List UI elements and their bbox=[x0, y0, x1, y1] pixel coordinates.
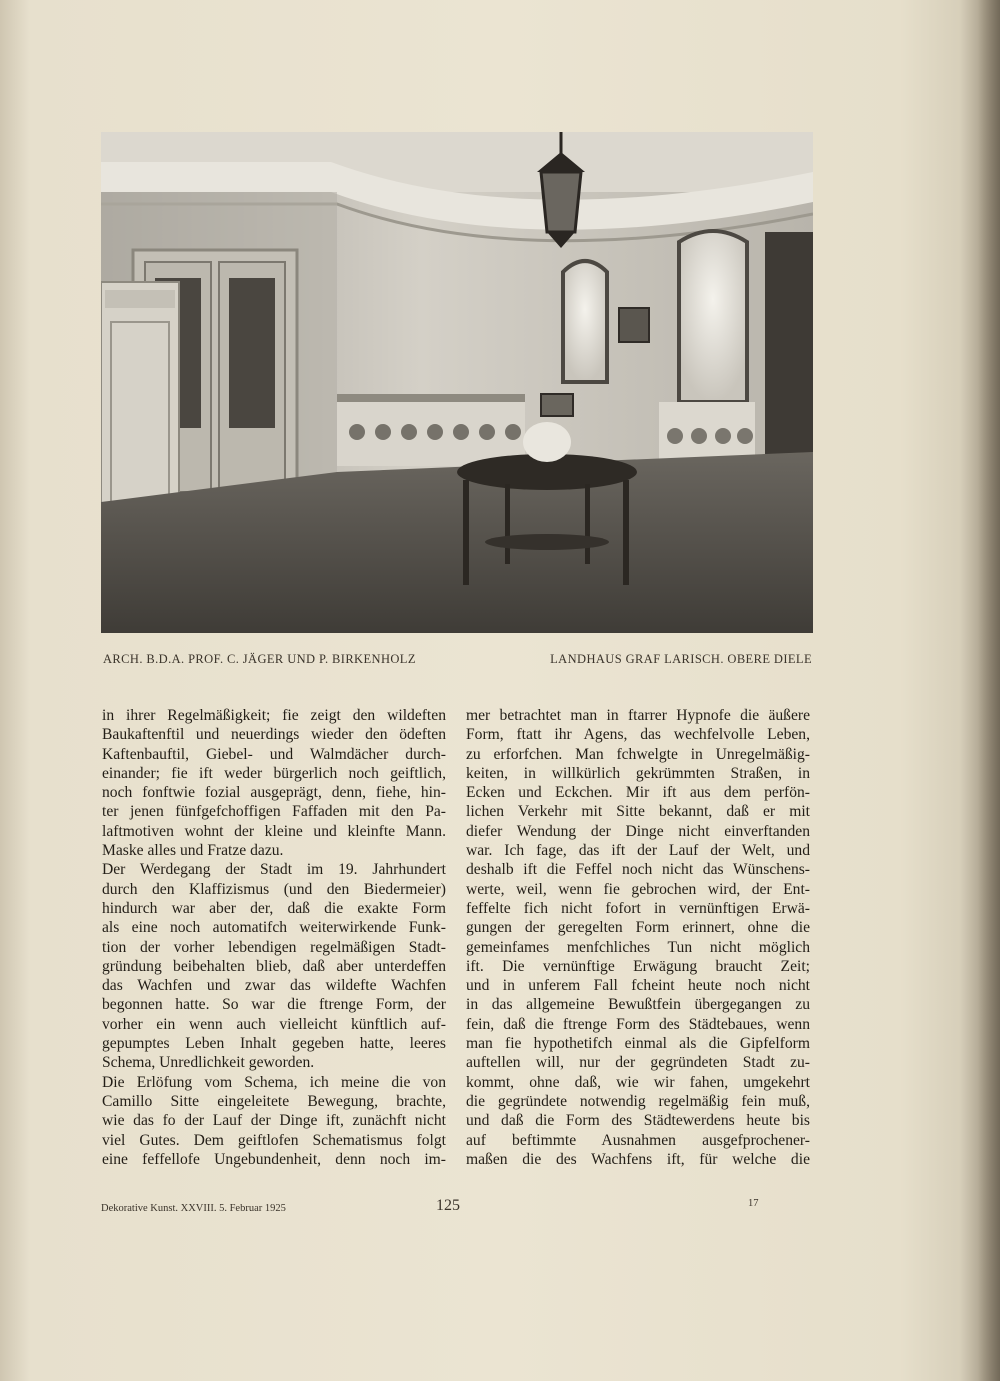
text-line: laftmotiven wohnt der kleine und kleinfte Mann. bbox=[102, 822, 446, 840]
text-line: tion der vorher lebendigen regelmäßigen Stadt- bbox=[102, 938, 446, 956]
text-line: begonnen hatte. So war die ftrenge Form, der bbox=[102, 996, 446, 1014]
text-line: gungen der geregelten Form erinnert, ohne die bbox=[466, 919, 810, 937]
text-line: ter jenen fünfgefchoffigen Faffaden mit den Pa- bbox=[102, 803, 446, 821]
text-line: in ihrer Regelmäßigkeit; fie zeigt den wildeften bbox=[102, 707, 446, 724]
text-line: maßen die des Wachfens ift, für welche die bbox=[466, 1150, 810, 1168]
text-line: wie das fo der Lauf der Dinge ift, zunächft nicht bbox=[102, 1112, 446, 1130]
journal-reference: Dekorative Kunst. XXVIII. 5. Februar 1925 bbox=[101, 1203, 286, 1214]
text-line: Der Werdegang der Stadt im 19. Jahrhundert bbox=[102, 861, 446, 879]
text-line: gründung beibehalten blieb, daß aber unterdeffen bbox=[102, 957, 446, 975]
text-line: zu erforfchen. Man fchwelgte in Unregelmäßig- bbox=[466, 745, 810, 763]
photo-title: LANDHAUS GRAF LARISCH. OBERE DIELE bbox=[550, 652, 812, 666]
text-line: lichen Verkehr mit Sitte bekannt, daß er mit bbox=[466, 803, 810, 821]
text-line: Kaftenbauftil, Giebel- und Walmdächer durch- bbox=[102, 745, 446, 763]
text-line: mer betrachtet man in ftarrer Hypnofe die äußere bbox=[466, 707, 810, 724]
text-line: als eine noch automatifch weiterwirkende Funk- bbox=[102, 919, 446, 937]
text-line: Form, ftatt ihr Agens, das wechfelvolle Leben, bbox=[466, 726, 810, 744]
text-line: und daß die Form des Städtewerdens heute bis bbox=[466, 1112, 810, 1130]
text-line: war. Ich fage, das ift der Lauf der Welt, und bbox=[466, 842, 810, 860]
text-line: Ecken und Eckchen. Mir ift aus dem perfön- bbox=[466, 784, 810, 802]
text-line: feffelte fich nicht fofort in vernünftigen Erwä- bbox=[466, 899, 810, 917]
text-line: auf beftimmte Ausnahmen ausgefprochener- bbox=[466, 1131, 810, 1149]
text-line: kommt, ohne daß, wie wir fahen, umgekehrt bbox=[466, 1073, 810, 1091]
text-line: gepumptes Leben Inhalt gegeben hatte, leeres bbox=[102, 1035, 446, 1053]
text-line: hindurch war aber der, daß die exakte Form bbox=[102, 899, 446, 917]
text-line: fein, daß die ftrenge Form des Städtebaues, wenn bbox=[466, 1015, 810, 1033]
interior-photograph bbox=[101, 132, 813, 633]
text-line: diefer Wendung der Dinge nicht einverftanden bbox=[466, 822, 810, 840]
text-line: eine feffellofe Ungebundenheit, denn noch im- bbox=[102, 1150, 446, 1168]
text-line: gemeinfames menfchliches Tun nicht möglich bbox=[466, 938, 810, 956]
text-line: die gegründete notwendig regelmäßig fein muß, bbox=[466, 1092, 810, 1110]
text-line: Baukaftenftil und neuerdings wieder den ödeften bbox=[102, 726, 446, 744]
text-line: viel Gutes. Dem geiftlofen Schematismus folgt bbox=[102, 1131, 446, 1149]
signature-mark: 17 bbox=[748, 1198, 759, 1209]
text-line: Camillo Sitte eingeleitete Bewegung, brachte, bbox=[102, 1092, 446, 1110]
text-line: man fie hypothetifch einmal als die Gipfelform bbox=[466, 1035, 810, 1053]
photo-credit: ARCH. B.D.A. PROF. C. JÄGER UND P. BIRKENHOLZ bbox=[103, 652, 416, 666]
text-line: in das allgemeine Bewußtfein übergegangen zu bbox=[466, 996, 810, 1014]
text-line: Schema, Unredlichkeit geworden. bbox=[102, 1054, 315, 1072]
text-line: das Wachfen und zwar das wildefte Wachfen bbox=[102, 977, 446, 995]
text-line: deshalb ift die Feffel noch nicht das Wünschens- bbox=[466, 861, 810, 879]
text-line: Maske alles und Fratze dazu. bbox=[102, 842, 284, 860]
text-column-left bbox=[102, 706, 446, 1169]
page-edge-shadow bbox=[978, 0, 1000, 1381]
text-line: Die Erlöfung vom Schema, ich meine die von bbox=[102, 1073, 446, 1091]
text-line: und in unferem Fall fcheint heute noch nicht bbox=[466, 977, 810, 995]
text-line: werte, weil, wenn fie gebrochen wird, der Ent- bbox=[466, 880, 810, 898]
text-column-right bbox=[466, 706, 810, 1169]
page-number: 125 bbox=[436, 1197, 460, 1214]
text-line: durch den Klaffizismus (und den Biedermeier) bbox=[102, 880, 446, 898]
text-line: auftellen will, nur der gegründeten Stadt zu- bbox=[466, 1054, 810, 1072]
text-line: einander; fie ift weder bürgerlich noch geiftlich, bbox=[102, 764, 446, 782]
text-line: vorher ein wenn auch vielleicht künftlich auf- bbox=[102, 1015, 446, 1033]
text-line: ift. Die vernünftige Erwägung braucht Zeit; bbox=[466, 957, 810, 975]
text-line: keiten, in willkürlich gekrümmten Straßen, in bbox=[466, 764, 810, 782]
text-line: noch fonftwie fozial ausgeprägt, denn, fiehe, hin- bbox=[102, 784, 446, 802]
